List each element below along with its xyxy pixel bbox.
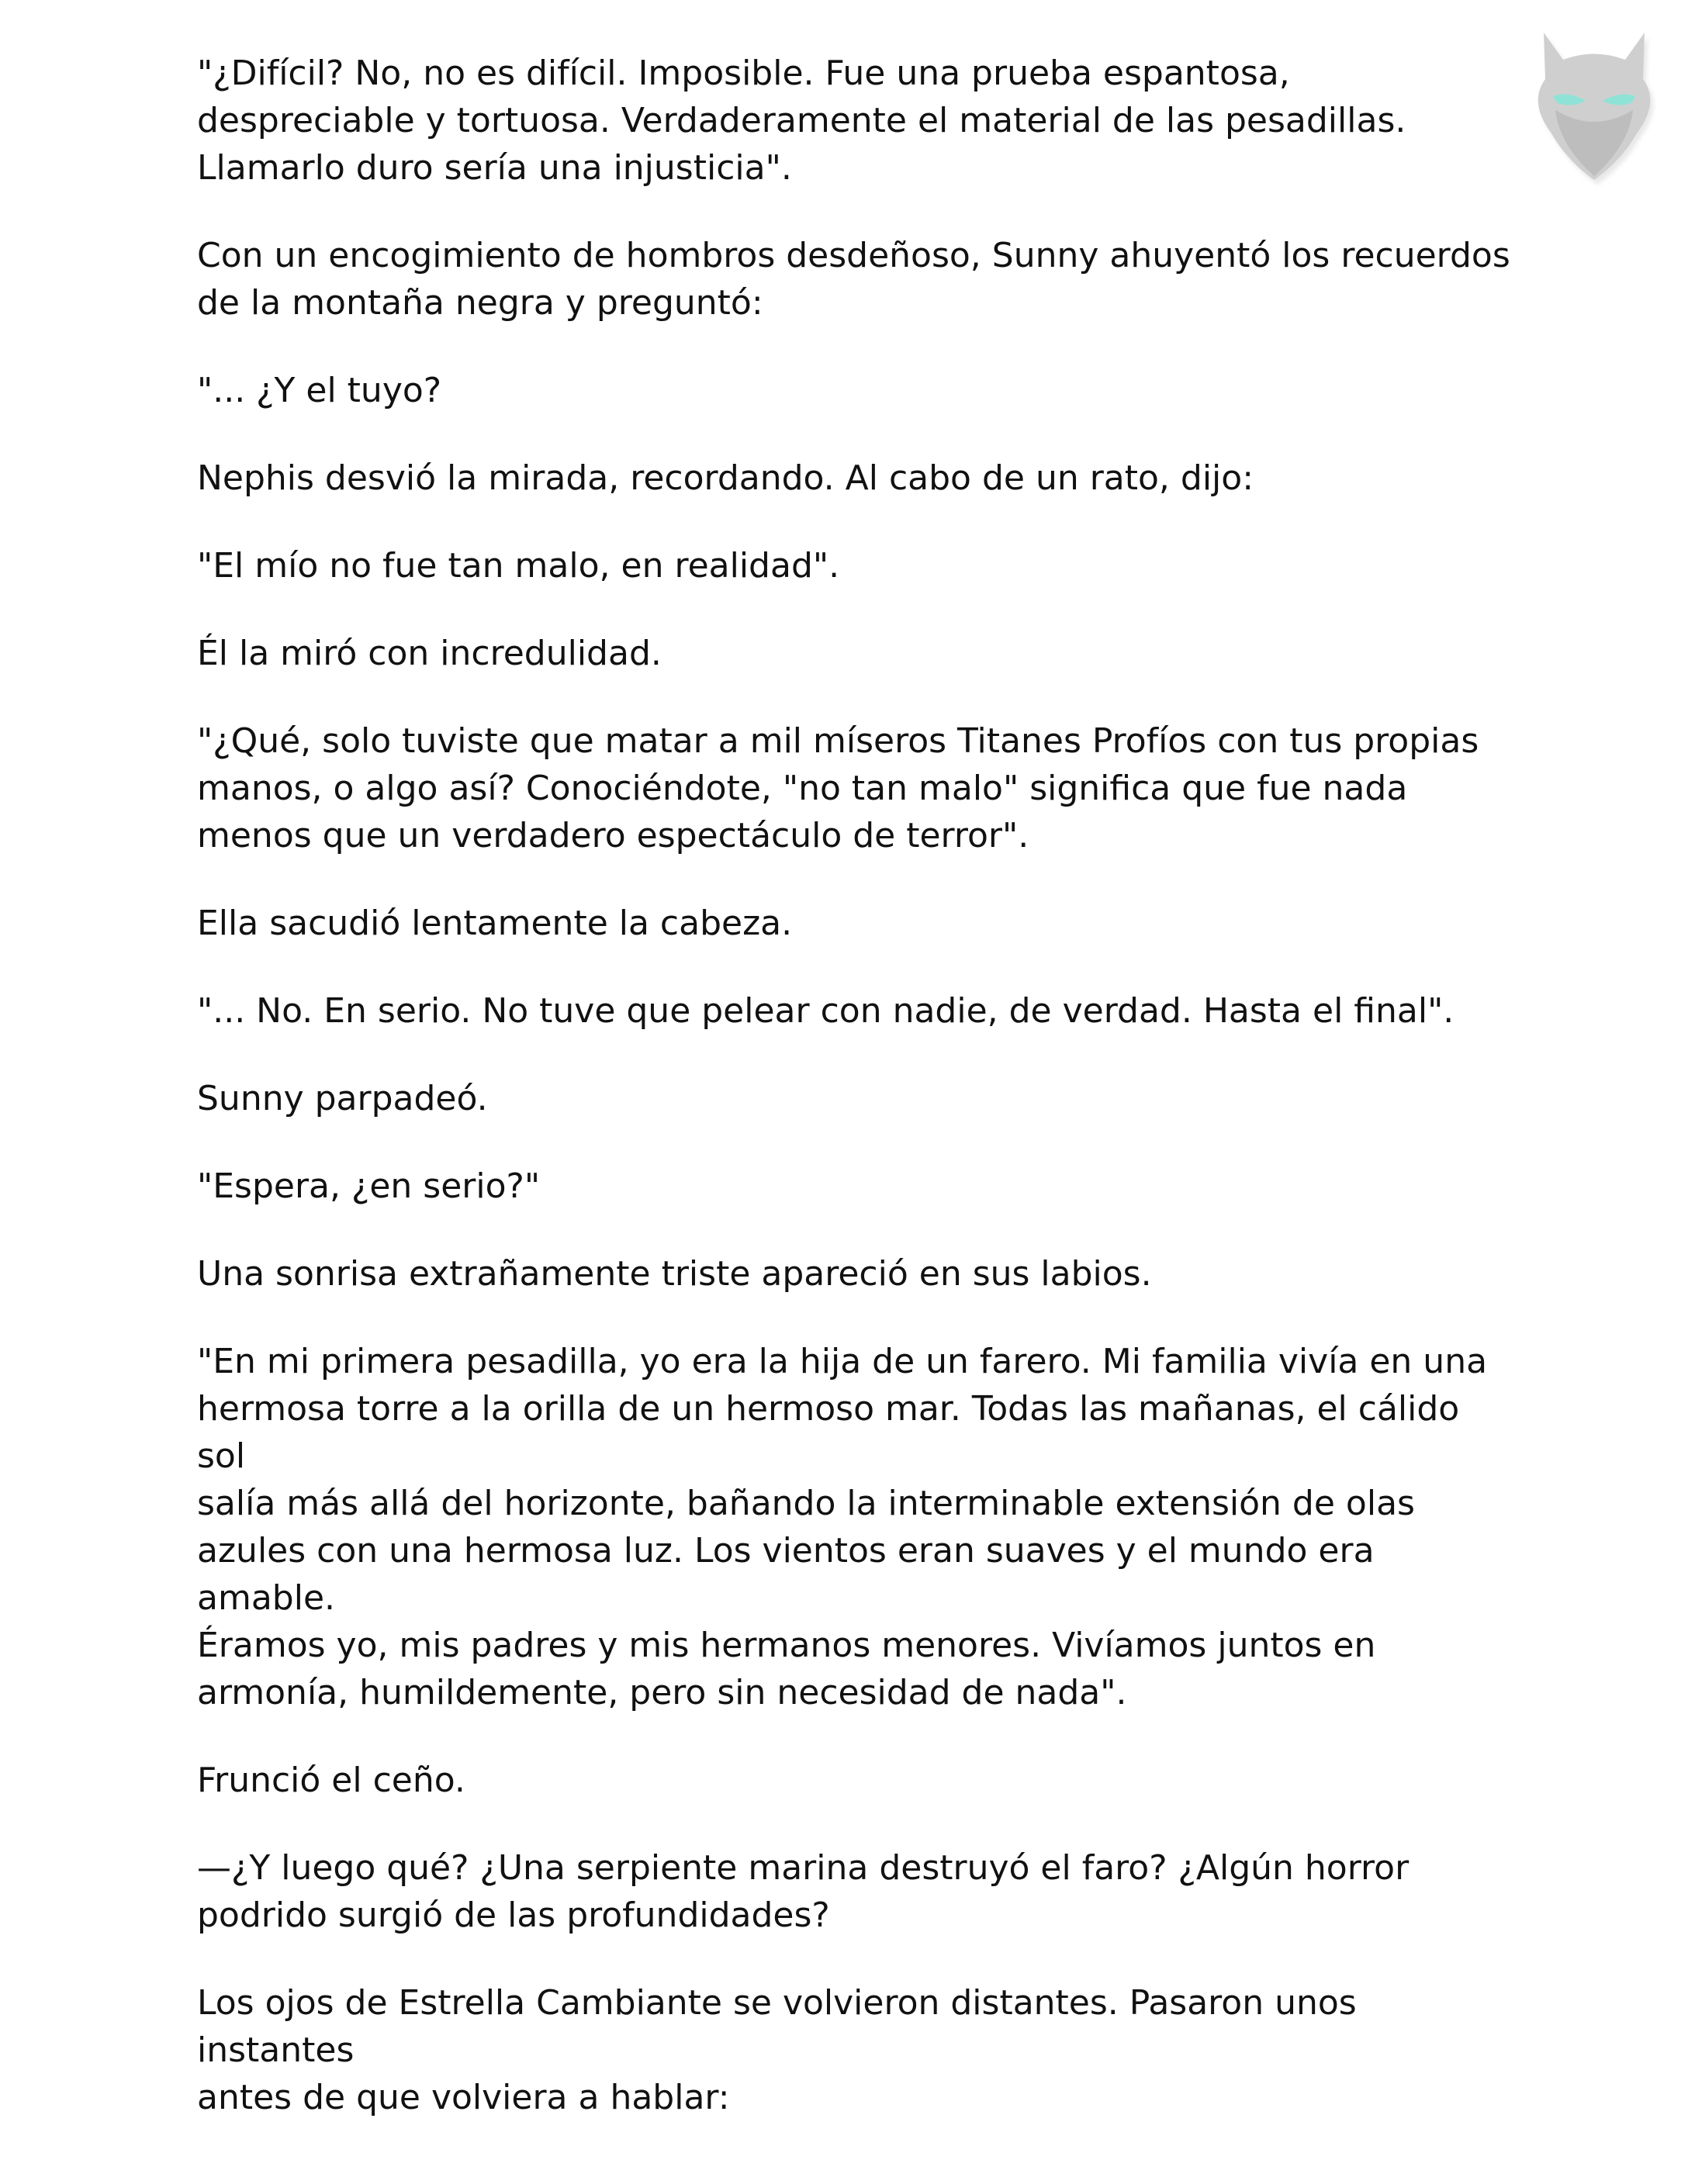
paragraph-12: Una sonrisa extrañamente triste apareció en sus labios. [197,1254,1152,1294]
paragraph-9: "... No. En serio. No tuve que pelear con nadie, de verdad. Hasta el final". [197,991,1455,1031]
paragraph-5: "El mío no fue tan malo, en realidad". [197,546,840,586]
paragraph-1: "¿Difícil? No, no es difícil. Imposible. Fue una prueba espantosa, despreciable y tortuosa. Verdaderamente el material de las pesadillas. Llamarlo duro sería una injusticia". [197,54,1406,188]
paragraph-11: "Espera, ¿en serio?" [197,1166,541,1206]
paragraph-4: Nephis desvió la mirada, recordando. Al cabo de un rato, dijo: [197,458,1254,498]
paragraph-15: —¿Y luego qué? ¿Una serpiente marina destruyó el faro? ¿Algún horror podrido surgió de las profundidades? [197,1848,1410,1935]
paragraph-7: "¿Qué, solo tuviste que matar a mil míseros Titanes Profíos con tus propias manos, o algo así? Conociéndote, "no tan malo" significa que fue nada menos que un verdadero espectáculo de terror". [197,721,1479,855]
paragraph-3: "... ¿Y el tuyo? [197,371,442,410]
paragraph-2: Con un encogimiento de hombros desdeñoso, Sunny ahuyentó los recuerdos de la montaña negra y preguntó: [197,236,1510,323]
paragraph-14: Frunció el ceño. [197,1761,465,1800]
paragraph-10: Sunny parpadeó. [197,1079,488,1118]
document-body [197,50,1516,2162]
paragraph-6: Él la miró con incredulidad. [197,634,662,673]
paragraph-13: "En mi primera pesadilla, yo era la hija de un farero. Mi familia vivía en una hermosa torre a la orilla de un hermoso mar. Todas las mañanas, el cálido sol salía más allá del horizonte, bañando la interminable extensión de olas azules con una hermosa luz. Los vientos eran suaves y el mundo era amable. Éramos yo, mis padres y mis hermanos menores. Vivíamos juntos en armonía, humildemente, pero sin necesidad de nada". [197,1342,1488,1712]
demon-mask-svg [1520,17,1668,188]
demon-mask-icon [1520,17,1668,188]
paragraph-16: Los ojos de Estrella Cambiante se volvieron distantes. Pasaron unos instantes antes de que volviera a hablar: [197,1983,1357,2117]
paragraph-8: Ella sacudió lentamente la cabeza. [197,904,793,943]
